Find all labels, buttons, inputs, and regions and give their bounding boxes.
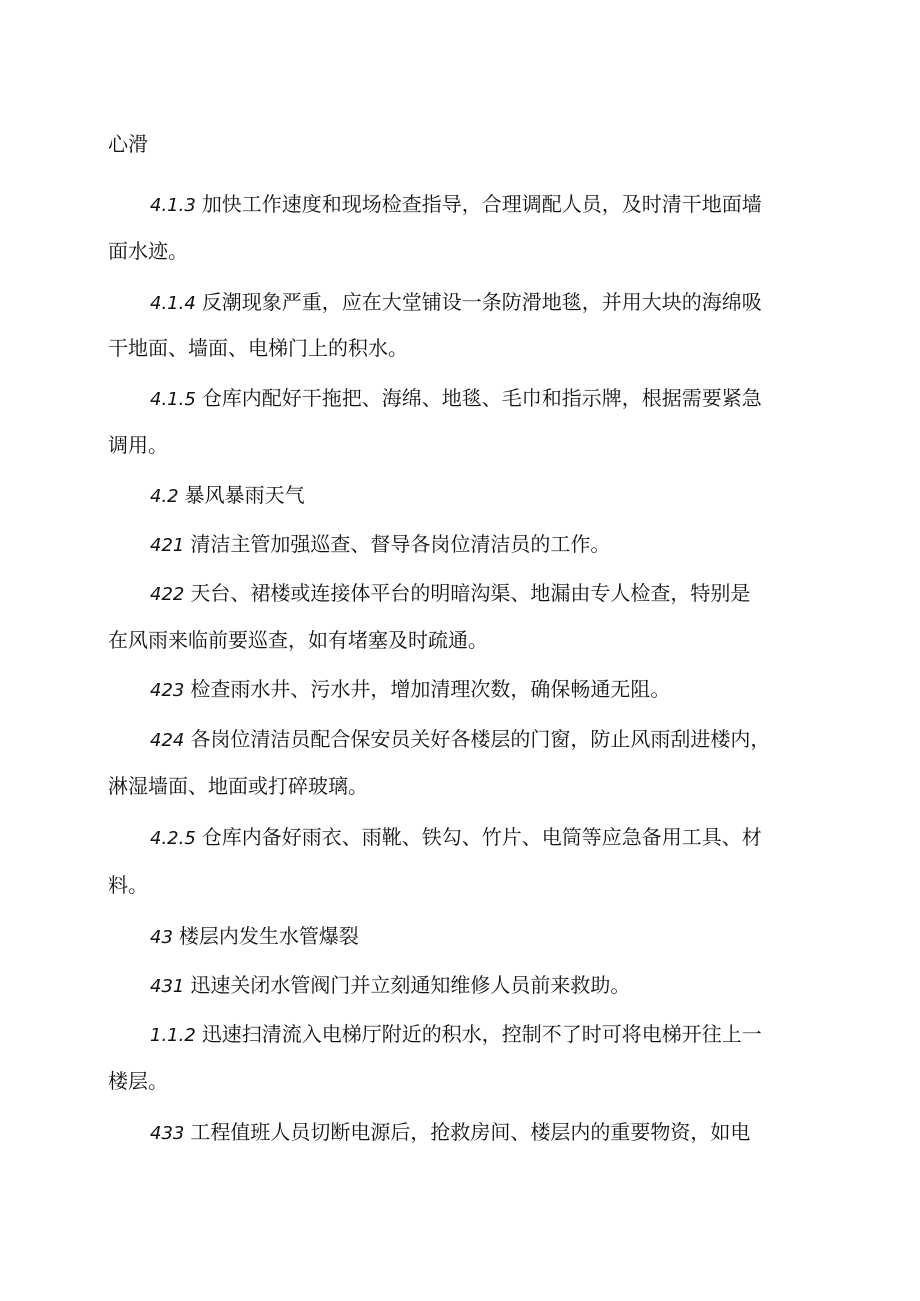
section-number: 43 [150, 927, 173, 948]
section-number: 421 [150, 535, 185, 556]
paragraph-4-2-4: 424 各岗位清洁员配合保安员关好各楼层的门窗，防止风雨刮进楼内， [150, 727, 771, 751]
text-line: 在风雨来临前要巡查，如有堵塞及时疏通。 [108, 628, 488, 652]
text-line: 心滑 [108, 132, 148, 156]
heading-4-2: 4.2 暴风暴雨天气 [150, 483, 305, 507]
heading-4-3: 43 楼层内发生水管爆裂 [150, 924, 359, 948]
text-line: 楼层。 [108, 1069, 168, 1093]
section-number: 433 [150, 1123, 185, 1144]
text-line: 料。 [108, 873, 148, 897]
text-line: 面水迹。 [108, 239, 188, 263]
paragraph-4-3-2: 1.1.2 迅速扫清流入电梯厅附近的积水，控制不了时可将电梯开往上一 [150, 1022, 762, 1046]
paragraph-4-2-1: 421 清洁主管加强巡查、督导各岗位清洁员的工作。 [150, 532, 611, 556]
section-number: 1.1.2 [150, 1025, 196, 1046]
paragraph-4-3-3: 433 工程值班人员切断电源后，抢救房间、楼层内的重要物资，如电 [150, 1120, 751, 1144]
section-number: 424 [150, 730, 185, 751]
section-number: 431 [150, 976, 185, 997]
text-line: 淋湿墙面、地面或打碎玻璃。 [108, 774, 368, 798]
paragraph-4-1-4: 4.1.4 反潮现象严重，应在大堂铺设一条防滑地毯，并用大块的海绵吸 [150, 290, 762, 314]
section-number: 422 [150, 584, 185, 605]
section-number: 4.1.3 [150, 195, 196, 216]
paragraph-4-2-5: 4.2.5 仓库内备好雨衣、雨靴、铁勾、竹片、电筒等应急备用工具、材 [150, 825, 762, 849]
paragraph-4-2-2: 422 天台、裙楼或连接体平台的明暗沟渠、地漏由专人检查，特别是 [150, 581, 751, 605]
paragraph-4-3-1: 431 迅速关闭水管阀门并立刻通知维修人员前来救助。 [150, 973, 631, 997]
section-number: 4.1.5 [150, 389, 196, 410]
text-line: 调用。 [108, 433, 168, 457]
paragraph-4-1-5: 4.1.5 仓库内配好干拖把、海绵、地毯、毛巾和指示牌，根据需要紧急 [150, 386, 762, 410]
section-number: 4.2.5 [150, 828, 196, 849]
paragraph-4-2-3: 423 检查雨水井、污水井，增加清理次数，确保畅通无阻。 [150, 677, 671, 701]
section-number: 4.2 [150, 486, 179, 507]
section-number: 423 [150, 680, 185, 701]
section-number: 4.1.4 [150, 293, 196, 314]
paragraph-4-1-3: 4.1.3 加快工作速度和现场检查指导，合理调配人员，及时清干地面墙 [150, 192, 762, 216]
text-line: 干地面、墙面、电梯门上的积水。 [108, 336, 408, 360]
